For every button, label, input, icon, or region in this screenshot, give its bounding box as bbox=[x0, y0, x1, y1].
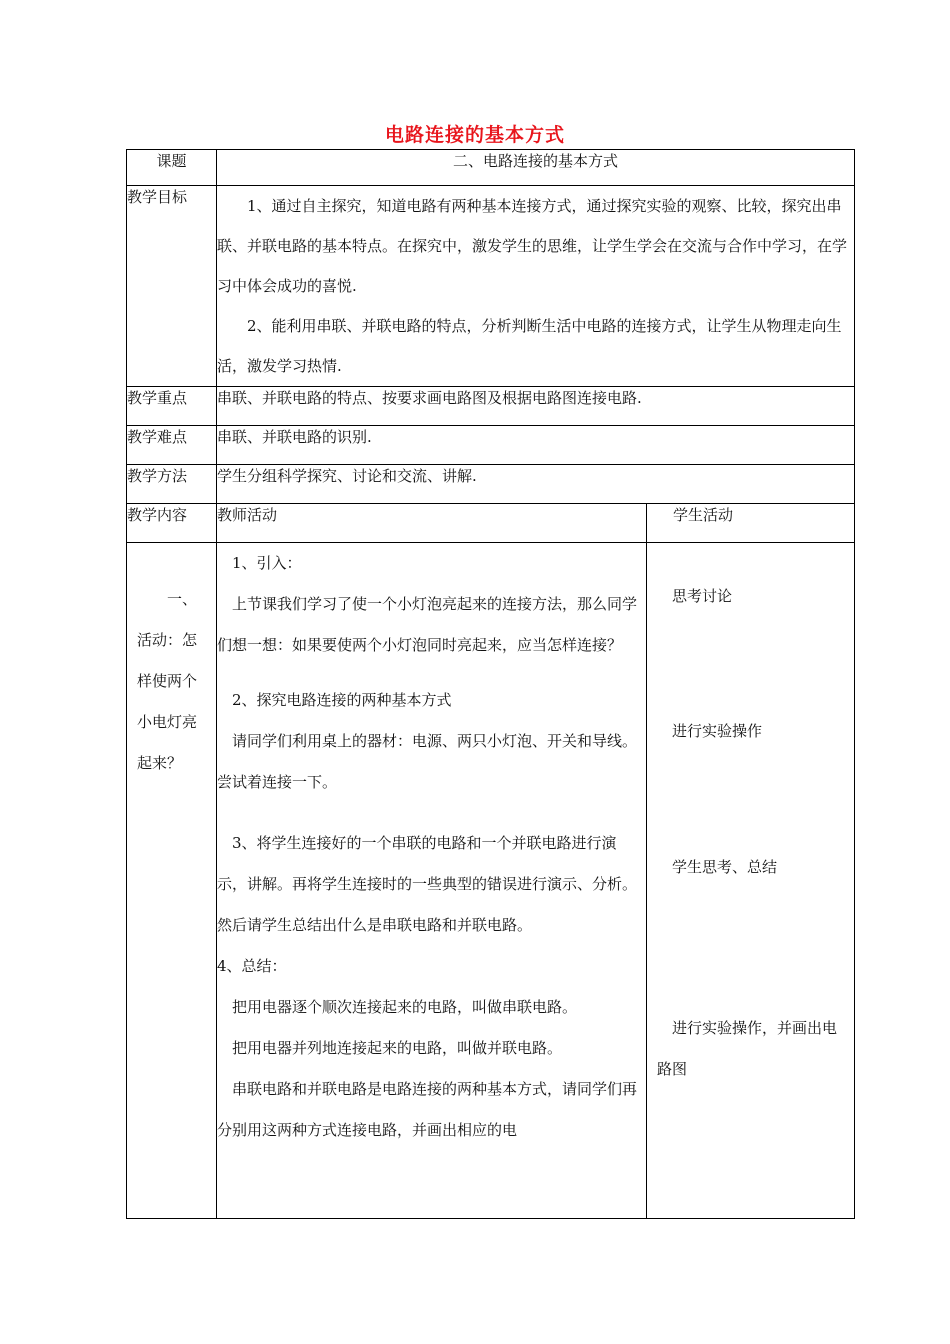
student-item-2: 进行实验操作 bbox=[672, 722, 763, 740]
activity-label-cell bbox=[127, 543, 217, 1219]
content-header-row bbox=[127, 504, 855, 543]
document-title: 电路连接的基本方式 bbox=[384, 124, 565, 146]
teacher-step-4: 4、总结： bbox=[217, 957, 287, 975]
student-activity bbox=[647, 543, 854, 1218]
student-item-3: 学生思考、总结 bbox=[672, 858, 778, 876]
goal-item-2: 2、能利用串联、并联电路的特点，分析判断生活中电路的连接方式，让学生从物理走向生活，激发学习热情. bbox=[217, 317, 842, 375]
teacher-step-3: 3、将学生连接好的一个串联的电路和一个并联电路进行演示，讲解。再将学生连接时的一些典型的错误进行演示、分析。然后请学生总结出什么是串联电路和并联电路。 bbox=[217, 834, 638, 934]
topic-value: 二、电路连接的基本方式 bbox=[217, 150, 855, 186]
teacher-summary-series: 把用电器逐个顺次连接起来的电路，叫做串联电路。 bbox=[232, 998, 578, 1016]
key-row bbox=[127, 387, 855, 426]
activity-row bbox=[127, 543, 855, 1219]
activity-label: 一、活动：怎样使两个小电灯亮起来？ bbox=[137, 590, 198, 772]
teacher-header: 教师活动 bbox=[217, 504, 647, 543]
teacher-summary-practice: 串联电路和并联电路是电路连接的两种基本方式，请同学们再分别用这两种方式连接电路，并画出相应的电 bbox=[217, 1080, 638, 1139]
content-label: 教学内容 bbox=[127, 504, 217, 543]
key-value: 串联、并联电路的特点、按要求画电路图及根据电路图连接电路. bbox=[217, 387, 855, 426]
student-header: 学生活动 bbox=[647, 504, 855, 543]
student-item-4: 进行实验操作，并画出电路图 bbox=[657, 1019, 838, 1078]
teacher-step-2: 2、探究电路连接的两种基本方式 bbox=[232, 691, 452, 709]
method-row bbox=[127, 465, 855, 504]
method-value: 学生分组科学探究、讨论和交流、讲解. bbox=[217, 465, 855, 504]
lesson-plan-table bbox=[126, 149, 855, 1219]
topic-row bbox=[127, 150, 855, 186]
student-activity-cell bbox=[647, 543, 855, 1219]
difficulty-label: 教学难点 bbox=[127, 426, 217, 465]
teacher-step-1-text: 上节课我们学习了使一个小灯泡亮起来的连接方法，那么同学们想一想：如果要使两个小灯泡同时亮起来，应当怎样连接？ bbox=[217, 595, 638, 654]
teacher-step-2-text: 请同学们利用桌上的器材：电源、两只小灯泡、开关和导线。尝试着连接一下。 bbox=[217, 732, 638, 791]
student-item-1: 思考讨论 bbox=[672, 587, 733, 605]
teacher-summary-parallel: 把用电器并列地连接起来的电路，叫做并联电路。 bbox=[232, 1039, 563, 1057]
teacher-activity bbox=[217, 543, 647, 1219]
difficulty-value: 串联、并联电路的识别. bbox=[217, 426, 855, 465]
goal-item-1: 1、通过自主探究，知道电路有两种基本连接方式，通过探究实验的观察、比较，探究出串联、并联电路的基本特点。在探究中，激发学生的思维，让学生学会在交流与合作中学习，在学习中体会成功的喜悦. bbox=[217, 197, 848, 295]
goals-content bbox=[217, 186, 855, 387]
goals-row bbox=[127, 186, 855, 387]
teacher-step-1: 1、引入： bbox=[232, 554, 302, 572]
topic-label: 课题 bbox=[127, 150, 217, 186]
key-label: 教学重点 bbox=[127, 387, 217, 426]
goals-label: 教学目标 bbox=[127, 186, 217, 387]
difficulty-row bbox=[127, 426, 855, 465]
method-label: 教学方法 bbox=[127, 465, 217, 504]
